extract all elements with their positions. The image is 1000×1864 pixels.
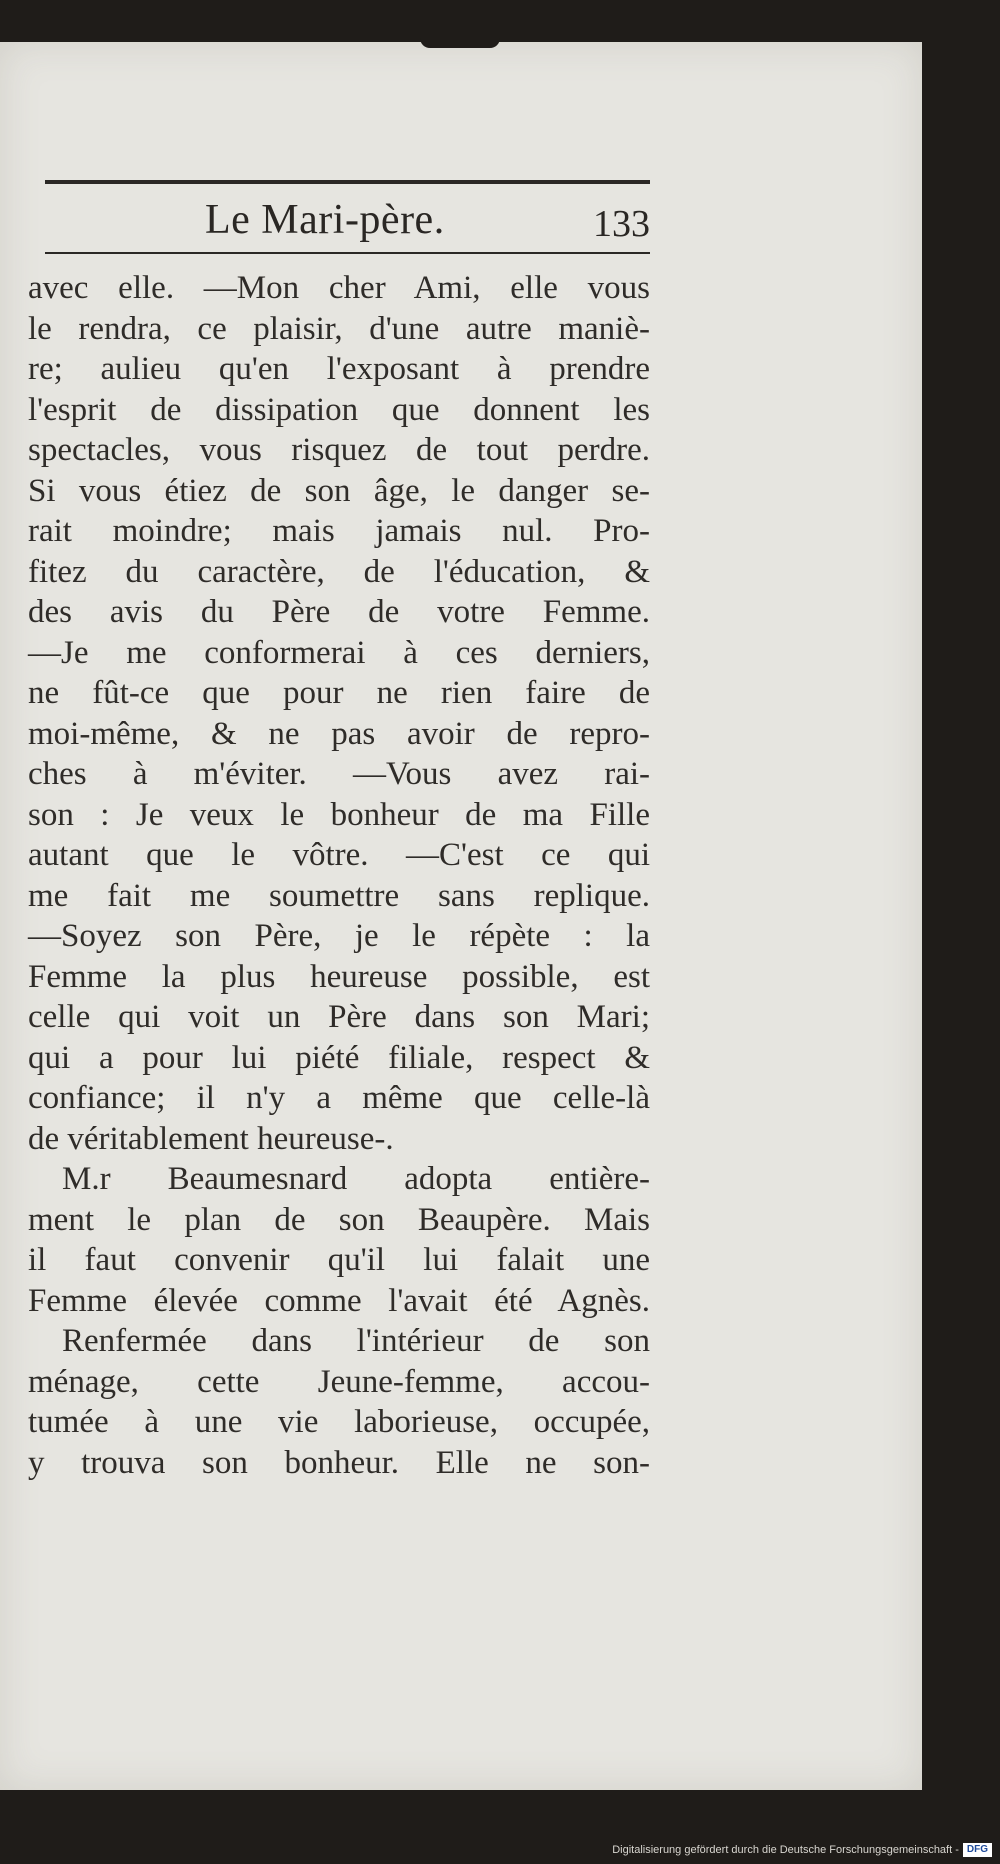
text-line: autant que le vôtre. —C'est ce qui	[28, 837, 650, 873]
text-line: M.r Beaumesnard adopta entière-	[62, 1161, 650, 1197]
text-line: des avis du Père de votre Femme.	[28, 594, 650, 630]
text-line: le rendra, ce plaisir, d'une autre maniè-	[28, 310, 650, 347]
text-line: me fait me soumettre sans replique.	[28, 877, 650, 914]
header-rule-top	[45, 180, 650, 184]
text-line: —Soyez son Père, je le répète : la	[28, 918, 650, 954]
text-line: moi-même, & ne pas avoir de repro-	[28, 715, 650, 752]
text-line: il faut convenir qu'il lui falait une	[28, 1242, 650, 1278]
text-line: rait moindre; mais jamais nul. Pro-	[28, 513, 650, 549]
digitization-credit	[612, 1840, 992, 1860]
text-line: spectacles, vous risquez de tout perdre.	[28, 432, 650, 468]
text-line: ne fût-ce que pour ne rien faire de	[28, 675, 650, 711]
text-line: ménage, cette Jeune-femme, accou-	[28, 1363, 650, 1400]
text-line: son : Je veux le bonheur de ma Fille	[28, 796, 650, 833]
body-text	[28, 268, 650, 1483]
running-head	[45, 196, 650, 252]
text-line: qui a pour lui piété filiale, respect &	[28, 1039, 650, 1076]
page-number: 133	[593, 203, 650, 245]
text-line: ment le plan de son Beaupère. Mais	[28, 1201, 650, 1238]
text-line: re; aulieu qu'en l'exposant à prendre	[28, 351, 650, 387]
text-line: fitez du caractère, de l'éducation, &	[28, 553, 650, 590]
page-tear	[420, 34, 500, 48]
text-line: Renfermée dans l'intérieur de son	[62, 1323, 650, 1359]
credit-text: Digitalisierung gefördert durch die Deutsche Forschungsgemeinschaft -	[612, 1844, 959, 1856]
text-line: y trouva son bonheur. Elle ne son-	[28, 1444, 650, 1481]
dfg-logo: DFG	[963, 1843, 992, 1857]
text-line: tumée à une vie laborieuse, occupée,	[28, 1404, 650, 1440]
text-line: confiance; il n'y a même que celle-là	[28, 1080, 650, 1116]
text-line: celle qui voit un Père dans son Mari;	[28, 999, 650, 1035]
running-title: Le Mari-père.	[205, 197, 445, 243]
text-line: Femme élevée comme l'avait été Agnès.	[28, 1282, 650, 1319]
header-rule-bottom	[45, 252, 650, 254]
text-line: l'esprit de dissipation que donnent les	[28, 391, 650, 428]
text-line: avec elle. —Mon cher Ami, elle vous	[28, 270, 650, 306]
text-line: Femme la plus heureuse possible, est	[28, 958, 650, 995]
text-line: —Je me conformerai à ces derniers,	[28, 634, 650, 671]
text-line: de véritablement heureuse-.	[28, 1120, 394, 1157]
text-line: Si vous étiez de son âge, le danger se-	[28, 472, 650, 509]
text-line: ches à m'éviter. —Vous avez rai-	[28, 756, 650, 792]
